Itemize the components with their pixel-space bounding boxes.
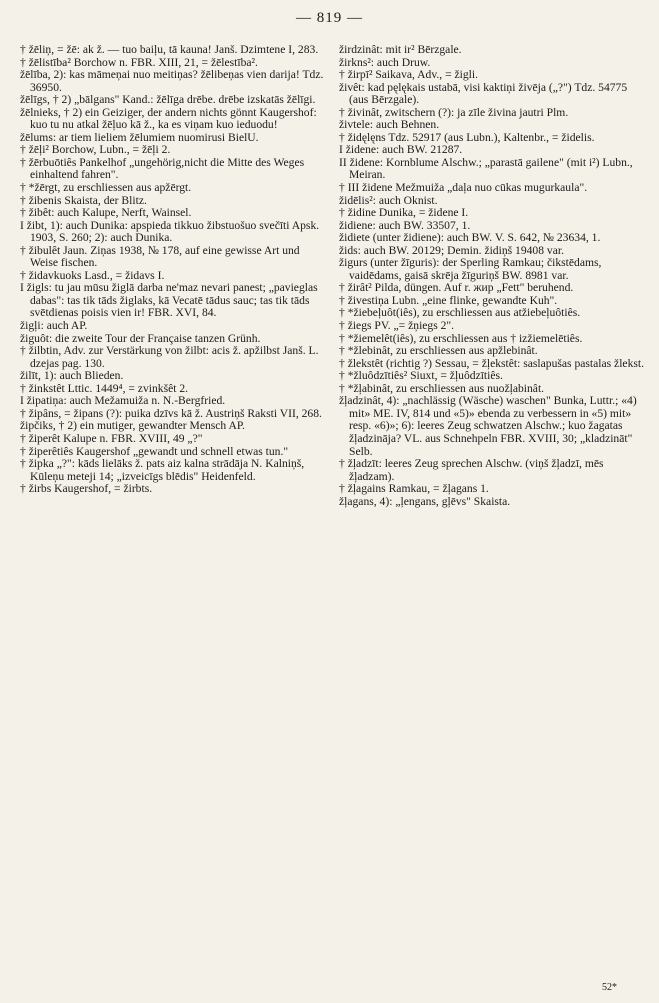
dictionary-entry: I žigls: tu jau mūsu žiglā darba ne'maz nevari panest; „pavieglas dabas": tas tik tāds žiglaks, kā Vecatē tādus sauc; tas tik tāds svētdienas poisis vien ir! FBR. XVI, 84. [20, 281, 318, 320]
dictionary-entry: † žērbuōtiês Pankelhof „ungehörig,nicht die Mitte des Weges einhaltend fahren". [20, 155, 305, 182]
dictionary-entry: † *žiemelêt(iês), zu erschliessen aus † izžiemelētiês. [339, 331, 583, 345]
dictionary-entry: žēlība, 2): kas māmeņai nuo meitiņas? žēlibeņas vien darija! Tdz. 36950. [20, 68, 324, 94]
dictionary-entry: † žibenis Skaista, der Blitz. [20, 193, 147, 207]
dictionary-entry: † žipka „?": kāds lielāks ž. pats aiz kalna strādāja N. Kalniņš, Kūleņu meteji 14; „izveicīgs blēdis" Heidenfeld. [20, 457, 305, 483]
dictionary-entry: žilīt, 1): auch Blieden. [20, 369, 124, 383]
dictionary-entry: † žēliņ, = žē: ak ž. — tuo baiļu, tā kauna! Janš. Dzimtene I, 283. [20, 43, 319, 56]
dictionary-entry: žēlums: ar tiem lieliem žēlumiem nuomirusi BielU. [20, 130, 259, 144]
dictionary-entry: † žēļi² Borchow, Lubn., = žēļi 2. [20, 143, 171, 157]
dictionary-entry: žipčiks, † 2) ein mutiger, gewandter Mensch AP. [20, 419, 245, 433]
dictionary-entry: † žipâns, = žipans (?): puika dzīvs kā ž. Austriņš Raksti VII, 268. [20, 406, 322, 420]
dictionary-entry: † *žērgt, zu erschliessen aus apžērgt. [20, 181, 192, 195]
dictionary-entry: † žirbs Kaugershof, = žirbts. [20, 482, 153, 496]
dictionary-entry: † žlekstêt (richtig ?) Sessau, = žļekstêt: saslapušas pastalas žlekst. [339, 356, 644, 370]
dictionary-entry: živêt: kad pęlękais ustabā, visi kaktiņi živēja („?") Tdz. 54775 (aus Bērzgale). [339, 80, 628, 107]
dictionary-entry: † *žļabinât, zu erschliessen aus nuožļabinât. [339, 381, 545, 395]
dictionary-entry: žļagans, 4): „ļengans, gļēvs" Skaista. [339, 494, 511, 508]
dictionary-entry: žigurs (unter žīguris): der Sperling Ramkau; čikstēdams, vaidēdams, gaisā skrēja žīguriņš BW. 8981 var. [339, 256, 602, 282]
dictionary-entry: † židine Dunika, = židene I. [339, 206, 469, 220]
dictionary-entry: † *žluôdzītiês² Siuxt, = žļuôdzītiês. [339, 369, 503, 383]
dictionary-entry: I židene: auch BW. 21287. [339, 143, 463, 157]
dictionary-entry: † žiegs PV. „= žņiegs 2". [339, 319, 455, 333]
dictionary-entry: živtele: auch Behnen. [339, 118, 440, 132]
dictionary-entry: I žibt, 1): auch Dunika: apspieda tikkuo žibstuošuo svečīti Apsk. 1903, S. 260; 2): auch Dunika. [20, 218, 320, 245]
dictionary-entry: žirkns²: auch Druw. [339, 55, 431, 69]
dictionary-entry: žigļi: auch AP. [20, 319, 88, 333]
dictionary-entry: † žļagains Ramkau, = žļagans 1. [339, 482, 489, 496]
dictionary-entry: žēlnieks, † 2) ein Geiziger, der andern nichts gönnt Kaugershof: kuo tu nu atkal žēļuo kā ž., ka es viņam kuo ieduodu! [20, 105, 317, 132]
page-number: — 819 — [296, 10, 363, 26]
dictionary-entry: † III židene Mežmuiža „daļa nuo cūkas mugurkaula". [339, 181, 588, 195]
dictionary-entry: † žēlistība² Borchow n. FBR. XIII, 21, = žēlestība². [20, 55, 258, 69]
dictionary-entry: † žiperêtiês Kaugershof „gewandt und schnell etwas tun." [20, 444, 289, 458]
dictionary-entry: židiene: auch BW. 33507, 1. [339, 218, 471, 232]
dictionary-entry: † živinât, zwitschern (?): ja zīle živina jautri Plm. [339, 105, 569, 119]
dictionary-entry: žiguôt: die zweite Tour der Française tanzen Grünh. [20, 331, 261, 345]
dictionary-entry: † žilbtin, Adv. zur Verstärkung von žilbt: acis ž. apžilbst Janš. L. dzejas pag. 130. [20, 344, 319, 370]
dictionary-entry: † žibêt: auch Kalupe, Nerft, Wainsel. [20, 206, 192, 220]
dictionary-entry: † žibulêt Jaun. Ziņas 1938, № 178, auf eine gewisse Art und Weise fischen. [20, 243, 300, 270]
dictionary-entry: žēlīgs, † 2) „bālgans" Kand.: žēlīga drēbe. drēbe izskatās žēlīgi. [20, 93, 316, 107]
dictionary-entry: † *žiebeļuôt(iês), zu erschliessen aus atžiebeļuôtiês. [339, 306, 581, 320]
dictionary-entry: II židene: Kornblume Alschw.; „parastā gailene" (mit i²) Lubn., Meiran. [339, 155, 633, 182]
left-column [20, 44, 328, 496]
dictionary-entry: † židęlęns Tdz. 52917 (aus Lubn.), Kaltenbr., = židelis. [339, 130, 595, 144]
dictionary-entry: židiete (unter židiene): auch BW. V. S. 642, № 23634, 1. [339, 231, 601, 245]
dictionary-entry: † živestiņa Lubn. „eine flinke, gewandte Kuh". [339, 293, 558, 307]
dictionary-entry: žirdzinât: mit ir² Bērzgale. [339, 43, 462, 56]
dictionary-entry: † žiperêt Kalupe n. FBR. XVIII, 49 „?" [20, 431, 203, 445]
dictionary-entry: † *žlebinât, zu erschliessen aus apžlebinât. [339, 344, 538, 358]
right-column [339, 44, 647, 508]
dictionary-entry: židēlis²: auch Oknist. [339, 193, 438, 207]
dictionary-entry: † žinkstêt Lttic. 1449⁴, = zvinkšêt 2. [20, 381, 189, 395]
dictionary-entry: † žirât² Pilda, düngen. Auf r. жир „Fett" beruhend. [339, 281, 574, 295]
footer-mark: 52* [602, 982, 617, 993]
dictionary-entry: † žirpī² Saikava, Adv., = žigli. [339, 68, 479, 82]
dictionary-entry: I žipatiņa: auch Mežamuiža n. N.-Bergfried. [20, 394, 226, 408]
dictionary-entry: žids: auch BW. 20129; Demin. židiņš 19408 var. [339, 243, 564, 257]
dictionary-entry: žļadzinât, 4): „nachlässig (Wäsche) waschen" Bunka, Luttr.; «4) mit» ME. IV, 814 und «5)» ebenda zu verbessern in «5) mit» resp. «6)»; 6): leeres Zeug schwatzen Alschw.; kuo žagatas žļadzināja? VL. aus Schnehpeln FBR. XVIII, 30; „kladzināt" Selb. [339, 394, 637, 458]
dictionary-entry: † žļadzīt: leeres Zeug sprechen Alschw. (viņš žļadzī, mēs žļadzam). [339, 457, 604, 483]
dictionary-entry: † židavkuoks Lasd., = židavs I. [20, 268, 165, 282]
